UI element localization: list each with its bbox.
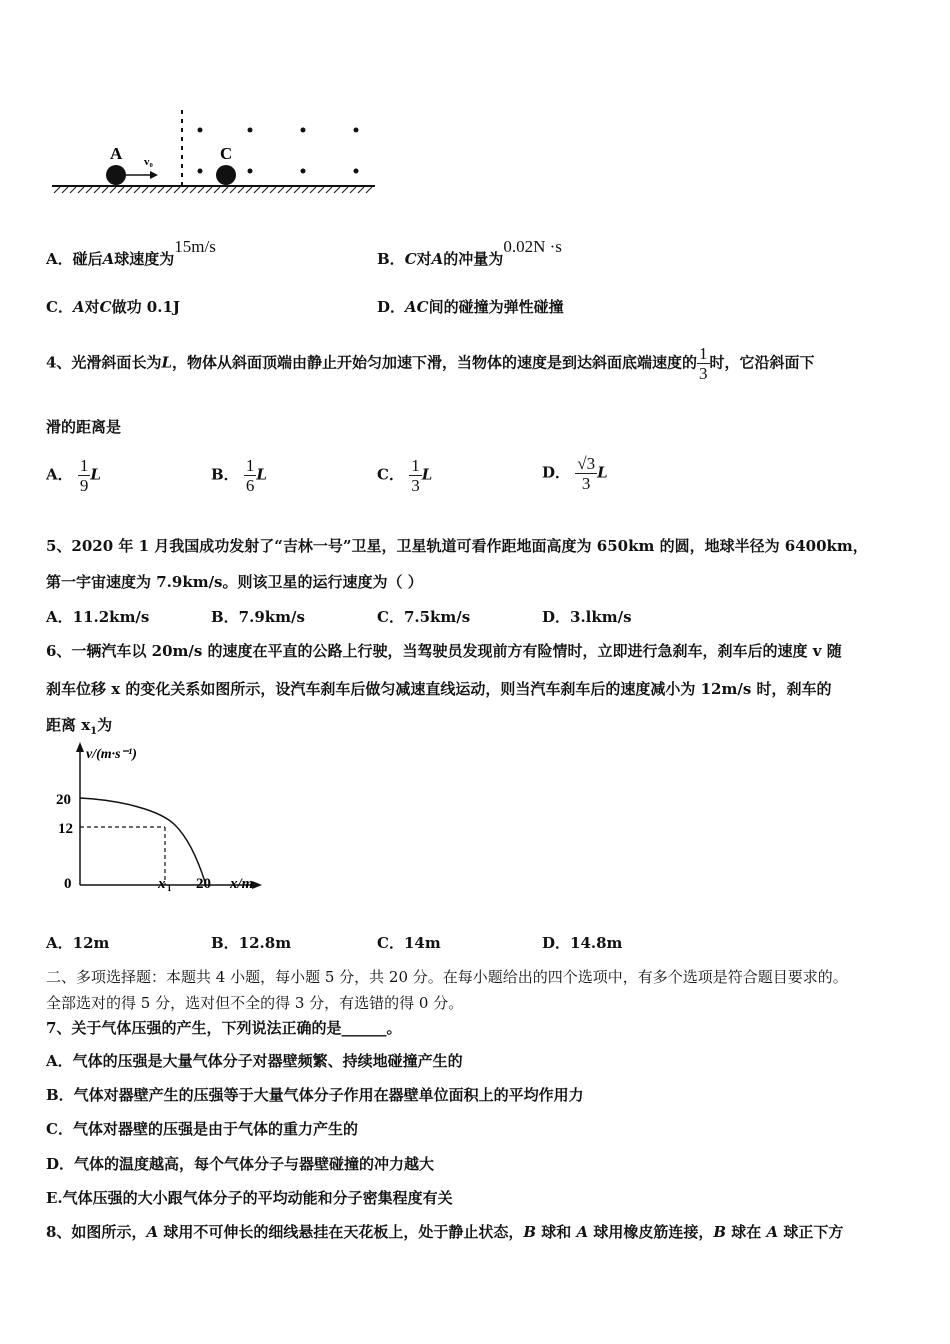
- section2-heading-line2: 全部选对的得 5 分，选对但不全的得 3 分，有选错的得 0 分。: [46, 994, 464, 1012]
- q6-option-d: D．14.8m: [542, 934, 623, 952]
- section2-heading-line1: 二、多项选择题：本题共 4 小题，每小题 5 分，共 20 分。在每小题给出的四个选项中，有多个选项是符合题目要求的。: [46, 968, 848, 986]
- ball-a: [106, 165, 126, 185]
- velocity-curve: [80, 798, 205, 882]
- q4-option-c: C． $\frac{1}{3}$ L: [377, 456, 433, 495]
- q3-option-b: B．C对A的冲量为0.02N ·s: [377, 237, 562, 268]
- origin-label: 0: [64, 876, 72, 892]
- velocity-displacement-graph: [50, 740, 280, 900]
- x-tick-x1-sub: 1: [167, 883, 172, 893]
- q5-option-c: C．7.5km/s: [377, 608, 471, 626]
- q4-fraction: $\frac{1}{3}$: [699, 344, 708, 383]
- q7-option-e: E.气体压强的大小跟气体分子的平均动能和分子密集程度有关: [46, 1189, 453, 1207]
- y-axis-arrow-icon: [76, 742, 84, 752]
- arrow-head-icon: [150, 171, 158, 179]
- collision-figure: [40, 100, 385, 200]
- q6-stem-line1: 6、一辆汽车以 20m/s 的速度在平直的公路上行驶，当驾驶员发现前方有险情时，立即进行急刹车，刹车后的速度 v 随: [46, 642, 842, 660]
- q3-option-a: A．碰后A球速度为15m/s: [46, 237, 216, 268]
- q6-stem-line3: 距离 $x_1$为: [46, 716, 113, 737]
- q6-stem-line2: 刹车位移 x 的变化关系如图所示，设汽车刹车后做匀减速直线运动，则当汽车刹车后的速度减小为 12m/s 时，刹车的: [46, 680, 832, 698]
- q4-option-a: A． $\frac{1}{9}$ L: [46, 456, 101, 495]
- q5-option-d: D．3.lkm/s: [542, 608, 632, 626]
- q4-option-d: D． $\frac{√3}{3}$ L: [542, 454, 608, 493]
- q5-stem-line1: 5、2020 年 1 月我国成功发射了“吉林一号”卫星，卫星轨道可看作距地面高度为 650km 的圆，地球半径为 6400km，: [46, 537, 868, 555]
- q5-stem-line2: 第一宇宙速度为 7.9km/s。则该卫星的运行速度为（ ）: [46, 573, 423, 591]
- y-tick-20: 20: [56, 792, 71, 808]
- ball-c: [216, 165, 236, 185]
- q7-option-d: D．气体的温度越高，每个气体分子与器壁碰撞的冲力越大: [46, 1155, 435, 1173]
- q3-option-d: D．AC间的碰撞为弹性碰撞: [377, 298, 564, 316]
- q8-stem: 8、如图所示，A 球用不可伸长的细线悬挂在天花板上，处于静止状态，B 球和 A 球用橡皮筋连接，B 球在 A 球正下方: [46, 1223, 844, 1241]
- q3-option-c: C．A对C做功 0.1J: [46, 298, 180, 316]
- q5-option-a: A．11.2km/s: [46, 608, 150, 626]
- y-tick-12: 12: [58, 821, 73, 837]
- ball-a-label: A: [110, 144, 123, 163]
- ball-c-label: C: [220, 144, 233, 163]
- x-axis-label: x/m: [230, 876, 254, 892]
- q7-option-b: B．气体对器壁产生的压强等于大量气体分子作用在器壁单位面积上的平均作用力: [46, 1086, 584, 1104]
- q5-option-b: B．7.9km/s: [211, 608, 305, 626]
- x-tick-20: 20: [196, 876, 211, 892]
- q6-option-c: C．14m: [377, 934, 441, 952]
- q7-option-c: C．气体对器壁的压强是由于气体的重力产生的: [46, 1120, 358, 1138]
- q4-option-b: B． $\frac{1}{6}$ L: [211, 456, 267, 495]
- velocity-label: v₀: [144, 156, 153, 168]
- x-axis-arrow-icon: [252, 881, 262, 889]
- q4-stem: 4、光滑斜面长为L，物体从斜面顶端由静止开始匀加速下滑，当物体的速度是到达斜面底端速度的 $\frac{1}{3}$ 时，它沿斜面下: [46, 344, 815, 383]
- x-tick-x1: x: [158, 876, 166, 892]
- q6-option-b: B．12.8m: [211, 934, 292, 952]
- ground-hatching: [54, 187, 372, 193]
- q7-option-a: A．气体的压强是大量气体分子对器壁频繁、持续地碰撞产生的: [46, 1052, 463, 1070]
- q4-stem-line2: 滑的距离是: [46, 418, 122, 436]
- q7-stem: 7、关于气体压强的产生，下列说法正确的是______。: [46, 1019, 402, 1037]
- q6-option-a: A．12m: [46, 934, 110, 952]
- y-axis-label: v/(m·s⁻¹): [86, 747, 137, 762]
